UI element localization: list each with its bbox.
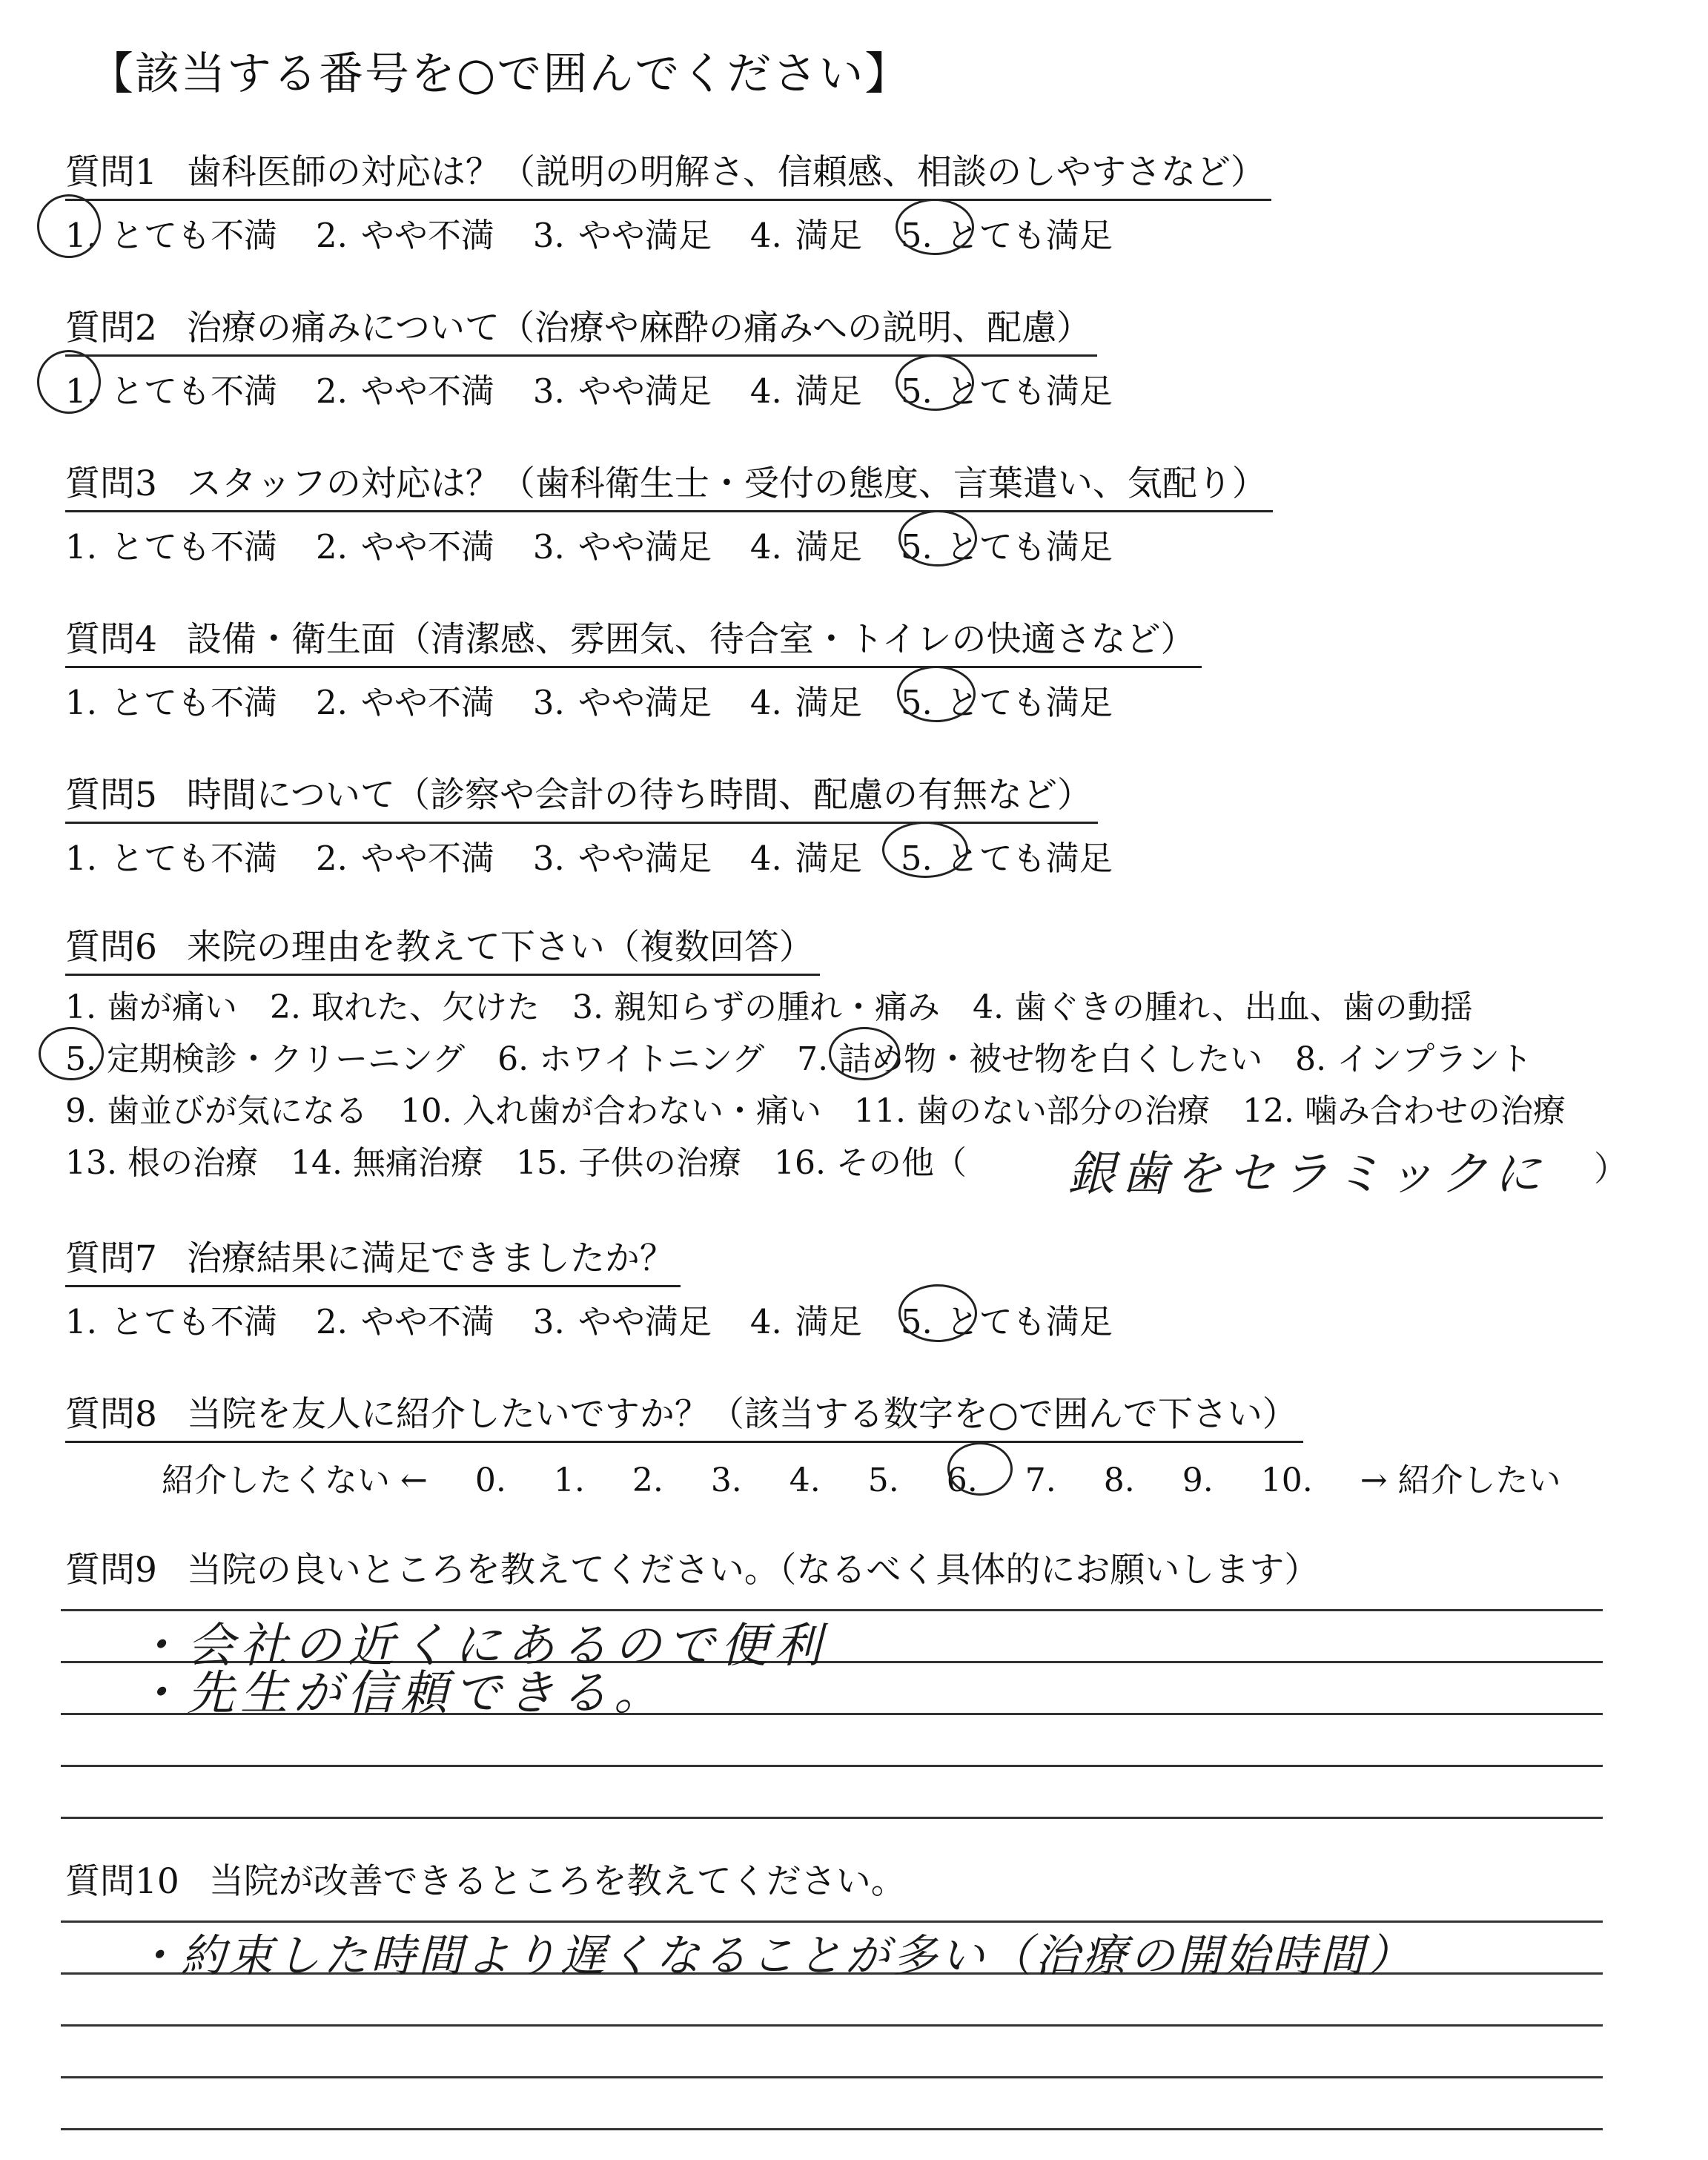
question-text: 時間について（診察や会計の待ち時間、配慮の有無など）	[186, 775, 1092, 816]
nps-right-label: → 紹介したい	[1360, 1462, 1561, 1499]
q9-answer-2[interactable]: ・先生が信頼できる。	[133, 1666, 667, 1721]
nps-option[interactable]: 2.	[632, 1462, 663, 1499]
question-7	[65, 1231, 1151, 1343]
option-5[interactable]: 5. とても満足	[900, 1302, 1113, 1341]
answer-line	[61, 2024, 1603, 2027]
answer-line	[61, 1765, 1603, 1767]
nps-option[interactable]: 6.	[946, 1462, 978, 1499]
nps-option[interactable]: 4.	[789, 1462, 821, 1499]
nps-option[interactable]: 3.	[710, 1462, 742, 1499]
question-4	[65, 612, 1202, 724]
rating-options	[65, 364, 1151, 412]
question-text: 当院が改善できるところを教えてください。	[208, 1861, 906, 1902]
option-4[interactable]: 4. 満足	[749, 1302, 862, 1341]
option-2[interactable]: 2. やや不満	[315, 527, 494, 567]
question-text: 当院を友人に紹介したいですか？（該当する数字を○で囲んで下さい）	[186, 1394, 1297, 1435]
reason-option[interactable]: 10. 入れ歯が合わない・痛い	[400, 1092, 821, 1130]
option-3[interactable]: 3. やや満足	[532, 1302, 712, 1341]
option-3[interactable]: 3. やや満足	[532, 216, 712, 255]
selection-circle	[897, 666, 976, 722]
question-number: 質問4	[65, 619, 157, 660]
selection-circle	[882, 822, 968, 878]
option-2[interactable]: 2. やや不満	[315, 216, 494, 255]
option-2[interactable]: 2. やや不満	[315, 839, 494, 878]
option-1[interactable]: 1. とても不満	[65, 216, 277, 255]
option-5[interactable]: 5. とても満足	[900, 371, 1113, 411]
nps-option[interactable]: 0.	[474, 1462, 506, 1499]
selection-circle	[896, 199, 974, 255]
reason-option[interactable]: 4. 歯ぐきの腫れ、出血、歯の動揺	[972, 988, 1473, 1026]
reason-option[interactable]: 6. ホワイトニング	[497, 1040, 765, 1078]
other-answer-handwriting: 銀歯をセラミックに	[1068, 1147, 1547, 1202]
option-4[interactable]: 4. 満足	[749, 527, 862, 567]
rating-options	[65, 208, 1271, 257]
nps-option[interactable]: 8.	[1103, 1462, 1135, 1499]
rating-options	[65, 676, 1202, 724]
option-2[interactable]: 2. やや不満	[315, 1302, 494, 1341]
nps-option[interactable]: 10.	[1260, 1462, 1313, 1499]
question-number: 質問10	[65, 1861, 179, 1902]
reason-option[interactable]: 9. 歯並びが気になる	[65, 1092, 368, 1130]
reason-option-other[interactable]: 16. その他（	[773, 1144, 967, 1182]
question-10	[65, 1854, 912, 1908]
other-close-paren: ）	[1594, 1149, 1628, 1189]
question-number: 質問5	[65, 775, 157, 816]
option-3[interactable]: 3. やや満足	[532, 839, 712, 878]
question-text: 治療結果に満足できましたか？	[186, 1238, 675, 1279]
reason-option[interactable]: 8. インプラント	[1295, 1040, 1533, 1078]
reason-option[interactable]: 15. 子供の治療	[515, 1144, 741, 1182]
q10-answer-1[interactable]: ・約束した時間より遅くなることが多い（治療の開始時間）	[133, 1930, 1414, 1982]
selection-circle	[898, 1284, 977, 1342]
rating-options	[65, 1295, 1151, 1343]
reason-option[interactable]: 3. 親知らずの腫れ・痛み	[572, 988, 940, 1026]
question-9	[65, 1542, 1325, 1596]
reason-option[interactable]: 1. 歯が痛い	[65, 988, 237, 1026]
question-number: 質問7	[65, 1238, 157, 1279]
option-4[interactable]: 4. 満足	[749, 839, 862, 878]
reason-option[interactable]: 11. 歯のない部分の治療	[853, 1092, 1210, 1130]
question-text: 当院の良いところを教えてください。（なるべく具体的にお願いします）	[186, 1550, 1320, 1591]
nps-option[interactable]: 5.	[867, 1462, 899, 1499]
option-5[interactable]: 5. とても満足	[900, 683, 1113, 722]
selection-circle	[829, 1027, 900, 1080]
q9-answer-1[interactable]: ・会社の近くにあるので便利	[133, 1619, 827, 1674]
option-5[interactable]: 5. とても満足	[900, 216, 1113, 255]
question-text: 歯科医師の対応は？（説明の明解さ、信頼感、相談のしやすさなど）	[186, 152, 1266, 193]
question-1	[65, 145, 1271, 257]
option-1[interactable]: 1. とても不満	[65, 371, 277, 411]
nps-left-label: 紹介したくない ←	[162, 1462, 428, 1499]
question-3	[65, 456, 1273, 568]
selection-circle	[898, 510, 977, 567]
option-1[interactable]: 1. とても不満	[65, 1302, 277, 1341]
nps-option[interactable]: 1.	[553, 1462, 585, 1499]
nps-option[interactable]: 7.	[1025, 1462, 1056, 1499]
question-number: 質問6	[65, 927, 157, 968]
option-5[interactable]: 5. とても満足	[900, 527, 1113, 567]
question-text: 治療の痛みについて（治療や麻酔の痛みへの説明、配慮）	[186, 308, 1092, 349]
option-4[interactable]: 4. 満足	[749, 216, 862, 255]
option-1[interactable]: 1. とても不満	[65, 527, 277, 567]
option-3[interactable]: 3. やや満足	[532, 371, 712, 411]
check-mark-circle	[37, 350, 101, 414]
question-text: 設備・衛生面（清潔感、雰囲気、待合室・トイレの快適さなど）	[186, 619, 1196, 660]
rating-options	[65, 831, 1151, 879]
reason-option[interactable]: 14. 無痛治療	[290, 1144, 483, 1182]
selection-circle	[947, 1442, 1013, 1496]
page-title: 【該当する番号を○で囲んでください】	[89, 48, 911, 100]
option-2[interactable]: 2. やや不満	[315, 371, 494, 411]
question-2	[65, 300, 1151, 412]
reason-row	[65, 1086, 1598, 1137]
selection-circle	[896, 354, 974, 411]
option-1[interactable]: 1. とても不満	[65, 683, 277, 722]
option-5[interactable]: 5. とても満足	[900, 839, 1113, 878]
option-1[interactable]: 1. とても不満	[65, 839, 277, 878]
rating-options	[65, 520, 1273, 568]
option-3[interactable]: 3. やや満足	[532, 683, 712, 722]
nps-scale	[162, 1453, 1598, 1501]
reason-option[interactable]: 12. 噛み合わせの治療	[1242, 1092, 1566, 1130]
question-5	[65, 767, 1151, 879]
option-4[interactable]: 4. 満足	[749, 683, 862, 722]
reason-option[interactable]: 2. 取れた、欠けた	[269, 988, 540, 1026]
question-number: 質問9	[65, 1550, 157, 1591]
answer-line	[61, 1817, 1603, 1819]
question-number: 質問2	[65, 308, 157, 349]
reason-option[interactable]: 5. 定期検診・クリーニング	[65, 1040, 466, 1078]
reason-option[interactable]: 7. 詰め物・被せ物を白くしたい	[797, 1040, 1263, 1078]
question-number: 質問8	[65, 1394, 157, 1435]
option-4[interactable]: 4. 満足	[749, 371, 862, 411]
answer-line	[61, 2076, 1603, 2078]
question-8	[65, 1387, 1598, 1501]
nps-option[interactable]: 9.	[1182, 1462, 1214, 1499]
question-text: 来院の理由を教えて下さい（複数回答）	[186, 927, 814, 968]
question-text: スタッフの対応は？（歯科衛生士・受付の態度、言葉遣い、気配り）	[186, 463, 1267, 504]
answer-line	[61, 2128, 1603, 2130]
question-number: 質問1	[65, 152, 157, 193]
question-number: 質問3	[65, 463, 157, 504]
option-2[interactable]: 2. やや不満	[315, 683, 494, 722]
reason-row	[65, 982, 1598, 1034]
selection-circle	[39, 1027, 104, 1080]
check-mark-circle	[37, 194, 101, 258]
reason-option[interactable]: 13. 根の治療	[65, 1144, 258, 1182]
option-3[interactable]: 3. やや満足	[532, 527, 712, 567]
